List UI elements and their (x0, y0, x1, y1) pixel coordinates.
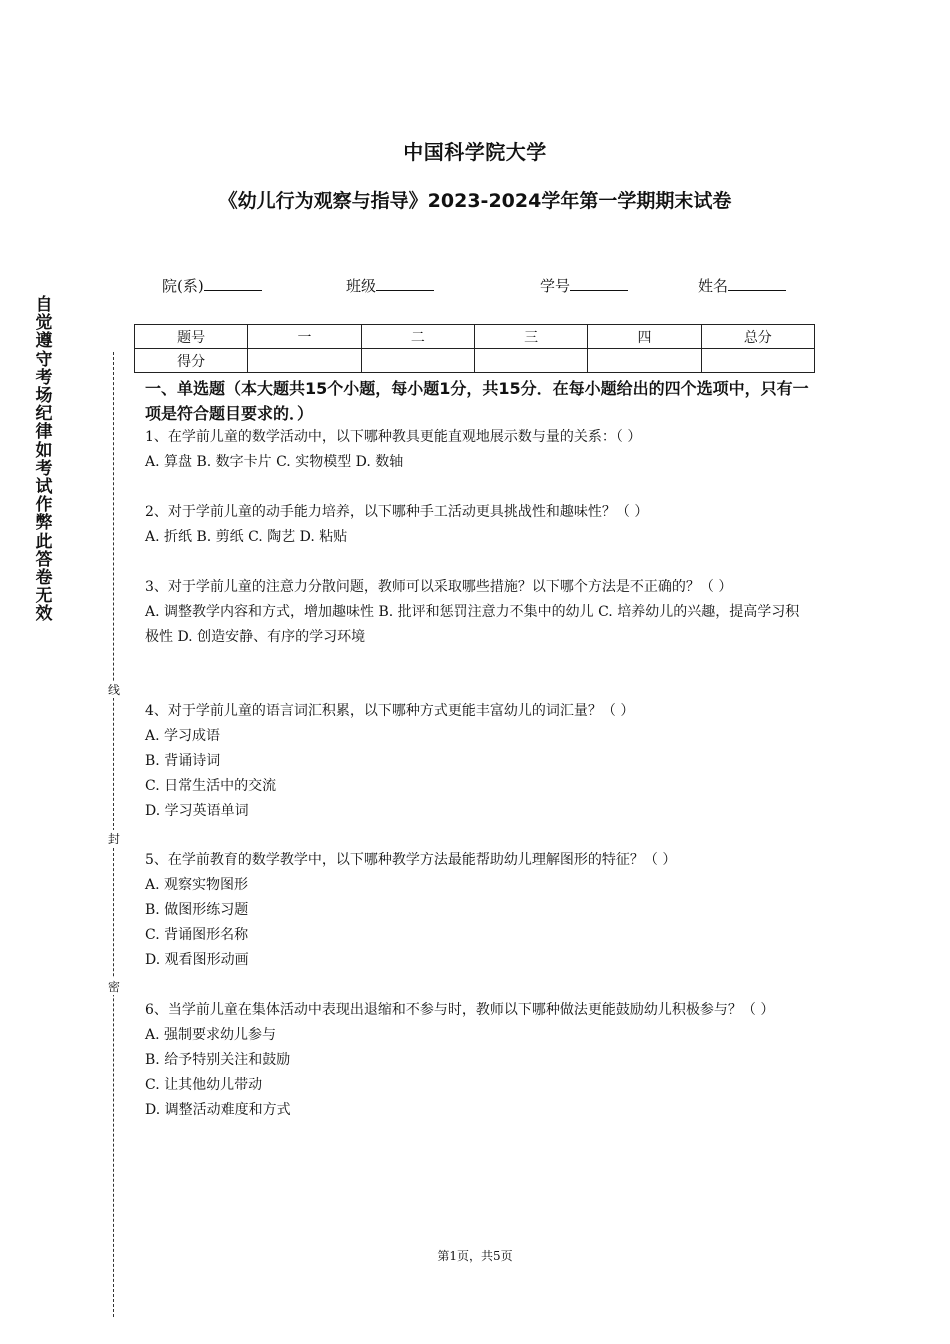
table-cell: 二 (361, 325, 474, 349)
department-field (162, 275, 262, 296)
section-heading: 一、单选题（本大题共15个小题，每小题1分，共15分．在每小题给出的四个选项中，只有一项是符合题目要求的．） (145, 379, 809, 423)
question-5 (145, 848, 813, 973)
question-options: A. 调整教学内容和方式，增加趣味性 B. 批评和惩罚注意力不集中的幼儿 C. 培养幼儿的兴趣，提高学习积极性 D. 创造安静、有序的学习环境 (145, 604, 800, 645)
name-blank (728, 276, 786, 291)
name-label: 姓名 (698, 277, 729, 295)
score-table-header-row (135, 325, 815, 349)
question-stem: 6、当学前儿童在集体活动中表现出退缩和不参与时，教师以下哪种做法更能鼓励幼儿积极参与？（ ） (145, 1002, 775, 1018)
score-input-cell[interactable] (361, 349, 474, 373)
question-option: A. 强制要求幼儿参与 (145, 1027, 277, 1043)
table-cell: 总分 (701, 325, 814, 349)
question-option: D. 观看图形动画 (145, 952, 249, 968)
score-input-cell[interactable] (248, 349, 361, 373)
university-title: 中国科学院大学 (403, 140, 547, 164)
question-option: A. 观察实物图形 (145, 877, 249, 893)
question-option: D. 学习英语单词 (145, 803, 249, 819)
class-label: 班级 (346, 277, 377, 295)
question-2 (145, 500, 813, 550)
student-id-blank (570, 276, 628, 291)
question-option: B. 给予特别关注和鼓励 (145, 1052, 291, 1068)
class-field (346, 275, 434, 296)
class-blank (376, 276, 434, 291)
question-option: C. 背诵图形名称 (145, 927, 249, 943)
department-label: 院(系) (162, 277, 204, 295)
student-id-label: 学号 (540, 277, 571, 295)
question-stem: 3、对于学前儿童的注意力分散问题，教师可以采取哪些措施？以下哪个方法是不正确的？（ ） (145, 579, 733, 595)
student-id-field (540, 275, 628, 296)
question-stem: 5、在学前教育的数学教学中，以下哪种教学方法最能帮助幼儿理解图形的特征？（ ） (145, 852, 677, 868)
question-option: B. 做图形练习题 (145, 902, 249, 918)
table-cell: 一 (248, 325, 361, 349)
question-4 (145, 699, 813, 824)
seal-line-char: 线 (107, 683, 120, 697)
question-option: C. 让其他幼儿带动 (145, 1077, 263, 1093)
question-option: A. 学习成语 (145, 728, 221, 744)
department-blank (204, 276, 262, 291)
exam-discipline-note: 自觉遵守考场纪律如考试作弊此答卷无效 (35, 295, 53, 625)
page-number: 第1页，共5页 (437, 1249, 513, 1263)
table-cell: 四 (588, 325, 701, 349)
question-options: A. 折纸 B. 剪纸 C. 陶艺 D. 粘贴 (145, 529, 348, 545)
question-options: A. 算盘 B. 数字卡片 C. 实物模型 D. 数轴 (145, 454, 404, 470)
score-table-score-row (135, 349, 815, 373)
name-field (698, 275, 786, 296)
question-stem: 4、对于学前儿童的语言词汇积累，以下哪种方式更能丰富幼儿的词汇量？（ ） (145, 703, 635, 719)
score-input-cell[interactable] (701, 349, 814, 373)
question-option: B. 背诵诗词 (145, 753, 221, 769)
question-stem: 1、在学前儿童的数学活动中，以下哪种教具更能直观地展示数与量的关系：（ ） (145, 429, 642, 445)
question-option: D. 调整活动难度和方式 (145, 1102, 291, 1118)
score-input-cell[interactable] (588, 349, 701, 373)
question-stem: 2、对于学前儿童的动手能力培养，以下哪种手工活动更具挑战性和趣味性？（ ） (145, 504, 649, 520)
table-cell: 题号 (135, 325, 248, 349)
question-option: C. 日常生活中的交流 (145, 778, 277, 794)
exam-title: 《幼儿行为观察与指导》2023-2024学年第一学期期末试卷 (218, 190, 732, 212)
table-cell: 三 (474, 325, 587, 349)
question-1 (145, 425, 813, 475)
score-table (134, 324, 815, 373)
score-input-cell[interactable] (474, 349, 587, 373)
seal-secret-char: 密 (107, 980, 120, 994)
table-cell: 得分 (135, 349, 248, 373)
question-3 (145, 575, 813, 650)
seal-seal-char: 封 (107, 832, 120, 846)
question-6 (145, 998, 813, 1123)
